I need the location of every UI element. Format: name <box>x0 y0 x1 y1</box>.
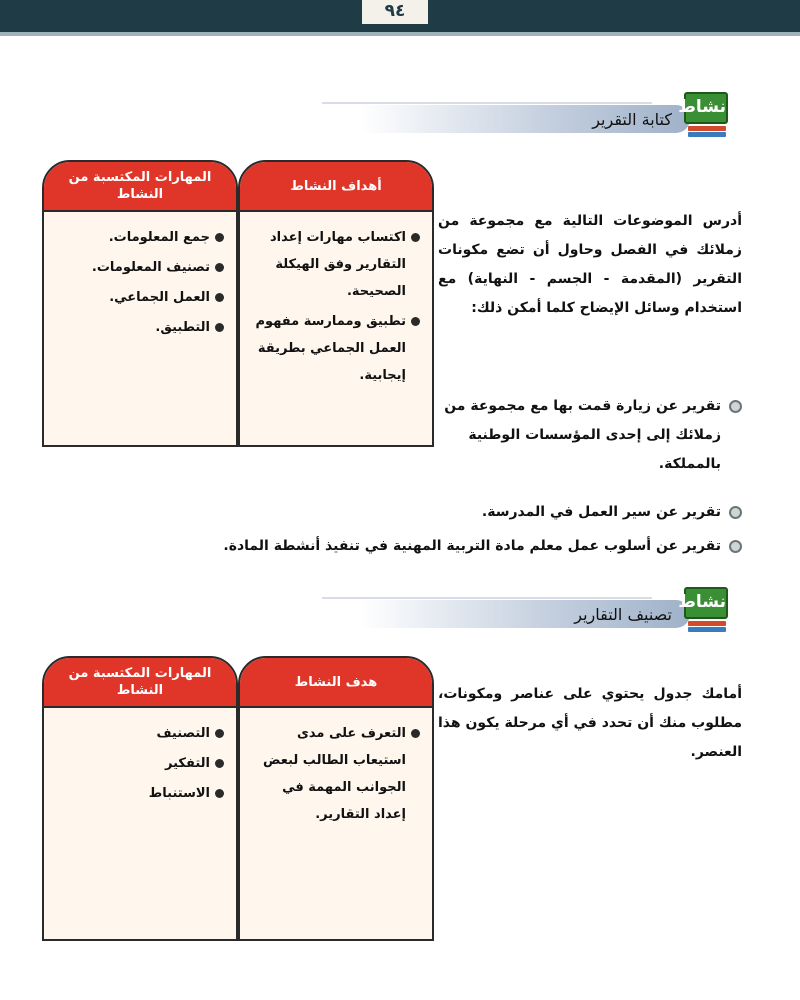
objective-card-header: هدف النشاط <box>240 658 432 708</box>
bullet-circle-icon <box>729 540 742 553</box>
activity-instructions: أمامك جدول يحتوي على عناصر ومكونات، مطلوب منك أن تحدد في أي مرحلة يكون هذا العنصر. <box>438 686 742 760</box>
activity-title: كتابة التقرير <box>592 110 672 129</box>
page-number: ٩٤ <box>362 0 428 24</box>
bullet-icon <box>215 293 224 302</box>
activity-badge <box>678 587 728 633</box>
objectives-card-header: أهداف النشاط <box>240 162 432 212</box>
topic-item: تقرير عن سير العمل في المدرسة. <box>438 498 742 527</box>
objective-item: تطبيق وممارسة مفهوم العمل الجماعي بطريقة إيجابية. <box>250 308 420 389</box>
objective-item: التعرف على مدى استيعاب الطالب لبعض الجوانب المهمة في إعداد التقارير. <box>250 720 420 828</box>
bullet-icon <box>215 729 224 738</box>
activity-instructions: أدرس الموضوعات التالية مع مجموعة من زملائك في الفصل وحاول أن تضع مكونات التقرير (المقدمة - الجسم - النهاية) مع استخدام وسائل الإيضاح كلما أمكن ذلك: <box>438 213 742 316</box>
skill-item: التطبيق. <box>54 314 224 341</box>
bullet-circle-icon <box>729 400 742 413</box>
topic-item: تقرير عن أسلوب عمل معلم مادة التربية المهنية في تنفيذ أنشطة المادة. <box>190 532 742 561</box>
section-divider <box>322 102 652 104</box>
bullet-circle-icon <box>729 506 742 519</box>
activity-badge-label: نشاط <box>684 92 728 124</box>
skill-item: العمل الجماعي. <box>54 284 224 311</box>
bullet-icon <box>215 759 224 768</box>
objective-item: اكتساب مهارات إعداد التقارير وفق الهيكلة الصحيحة. <box>250 224 420 305</box>
bullet-icon <box>215 323 224 332</box>
objectives-card <box>238 160 434 447</box>
skills-card-header: المهارات المكتسبة من النشاط <box>44 162 236 212</box>
skill-item: التفكير <box>54 750 224 777</box>
skill-item: التصنيف <box>54 720 224 747</box>
bullet-icon <box>215 789 224 798</box>
bullet-icon <box>411 233 420 242</box>
activity-title: تصنيف التقارير <box>574 605 672 624</box>
bullet-icon <box>215 263 224 272</box>
activity-badge-label: نشاط <box>684 587 728 619</box>
skill-item: تصنيف المعلومات. <box>54 254 224 281</box>
skill-item: الاستنباط <box>54 780 224 807</box>
skills-card <box>42 656 238 941</box>
bullet-icon <box>411 317 420 326</box>
bullet-icon <box>411 729 420 738</box>
skills-card-header: المهارات المكتسبة من النشاط <box>44 658 236 708</box>
bullet-icon <box>215 233 224 242</box>
topic-item: تقرير عن زيارة قمت بها مع مجموعة من زملائك إلى إحدى المؤسسات الوطنية بالمملكة. <box>438 392 742 479</box>
skill-item: جمع المعلومات. <box>54 224 224 251</box>
objective-card <box>238 656 434 941</box>
skills-card <box>42 160 238 447</box>
activity-badge <box>678 92 728 138</box>
section-divider <box>322 597 652 599</box>
